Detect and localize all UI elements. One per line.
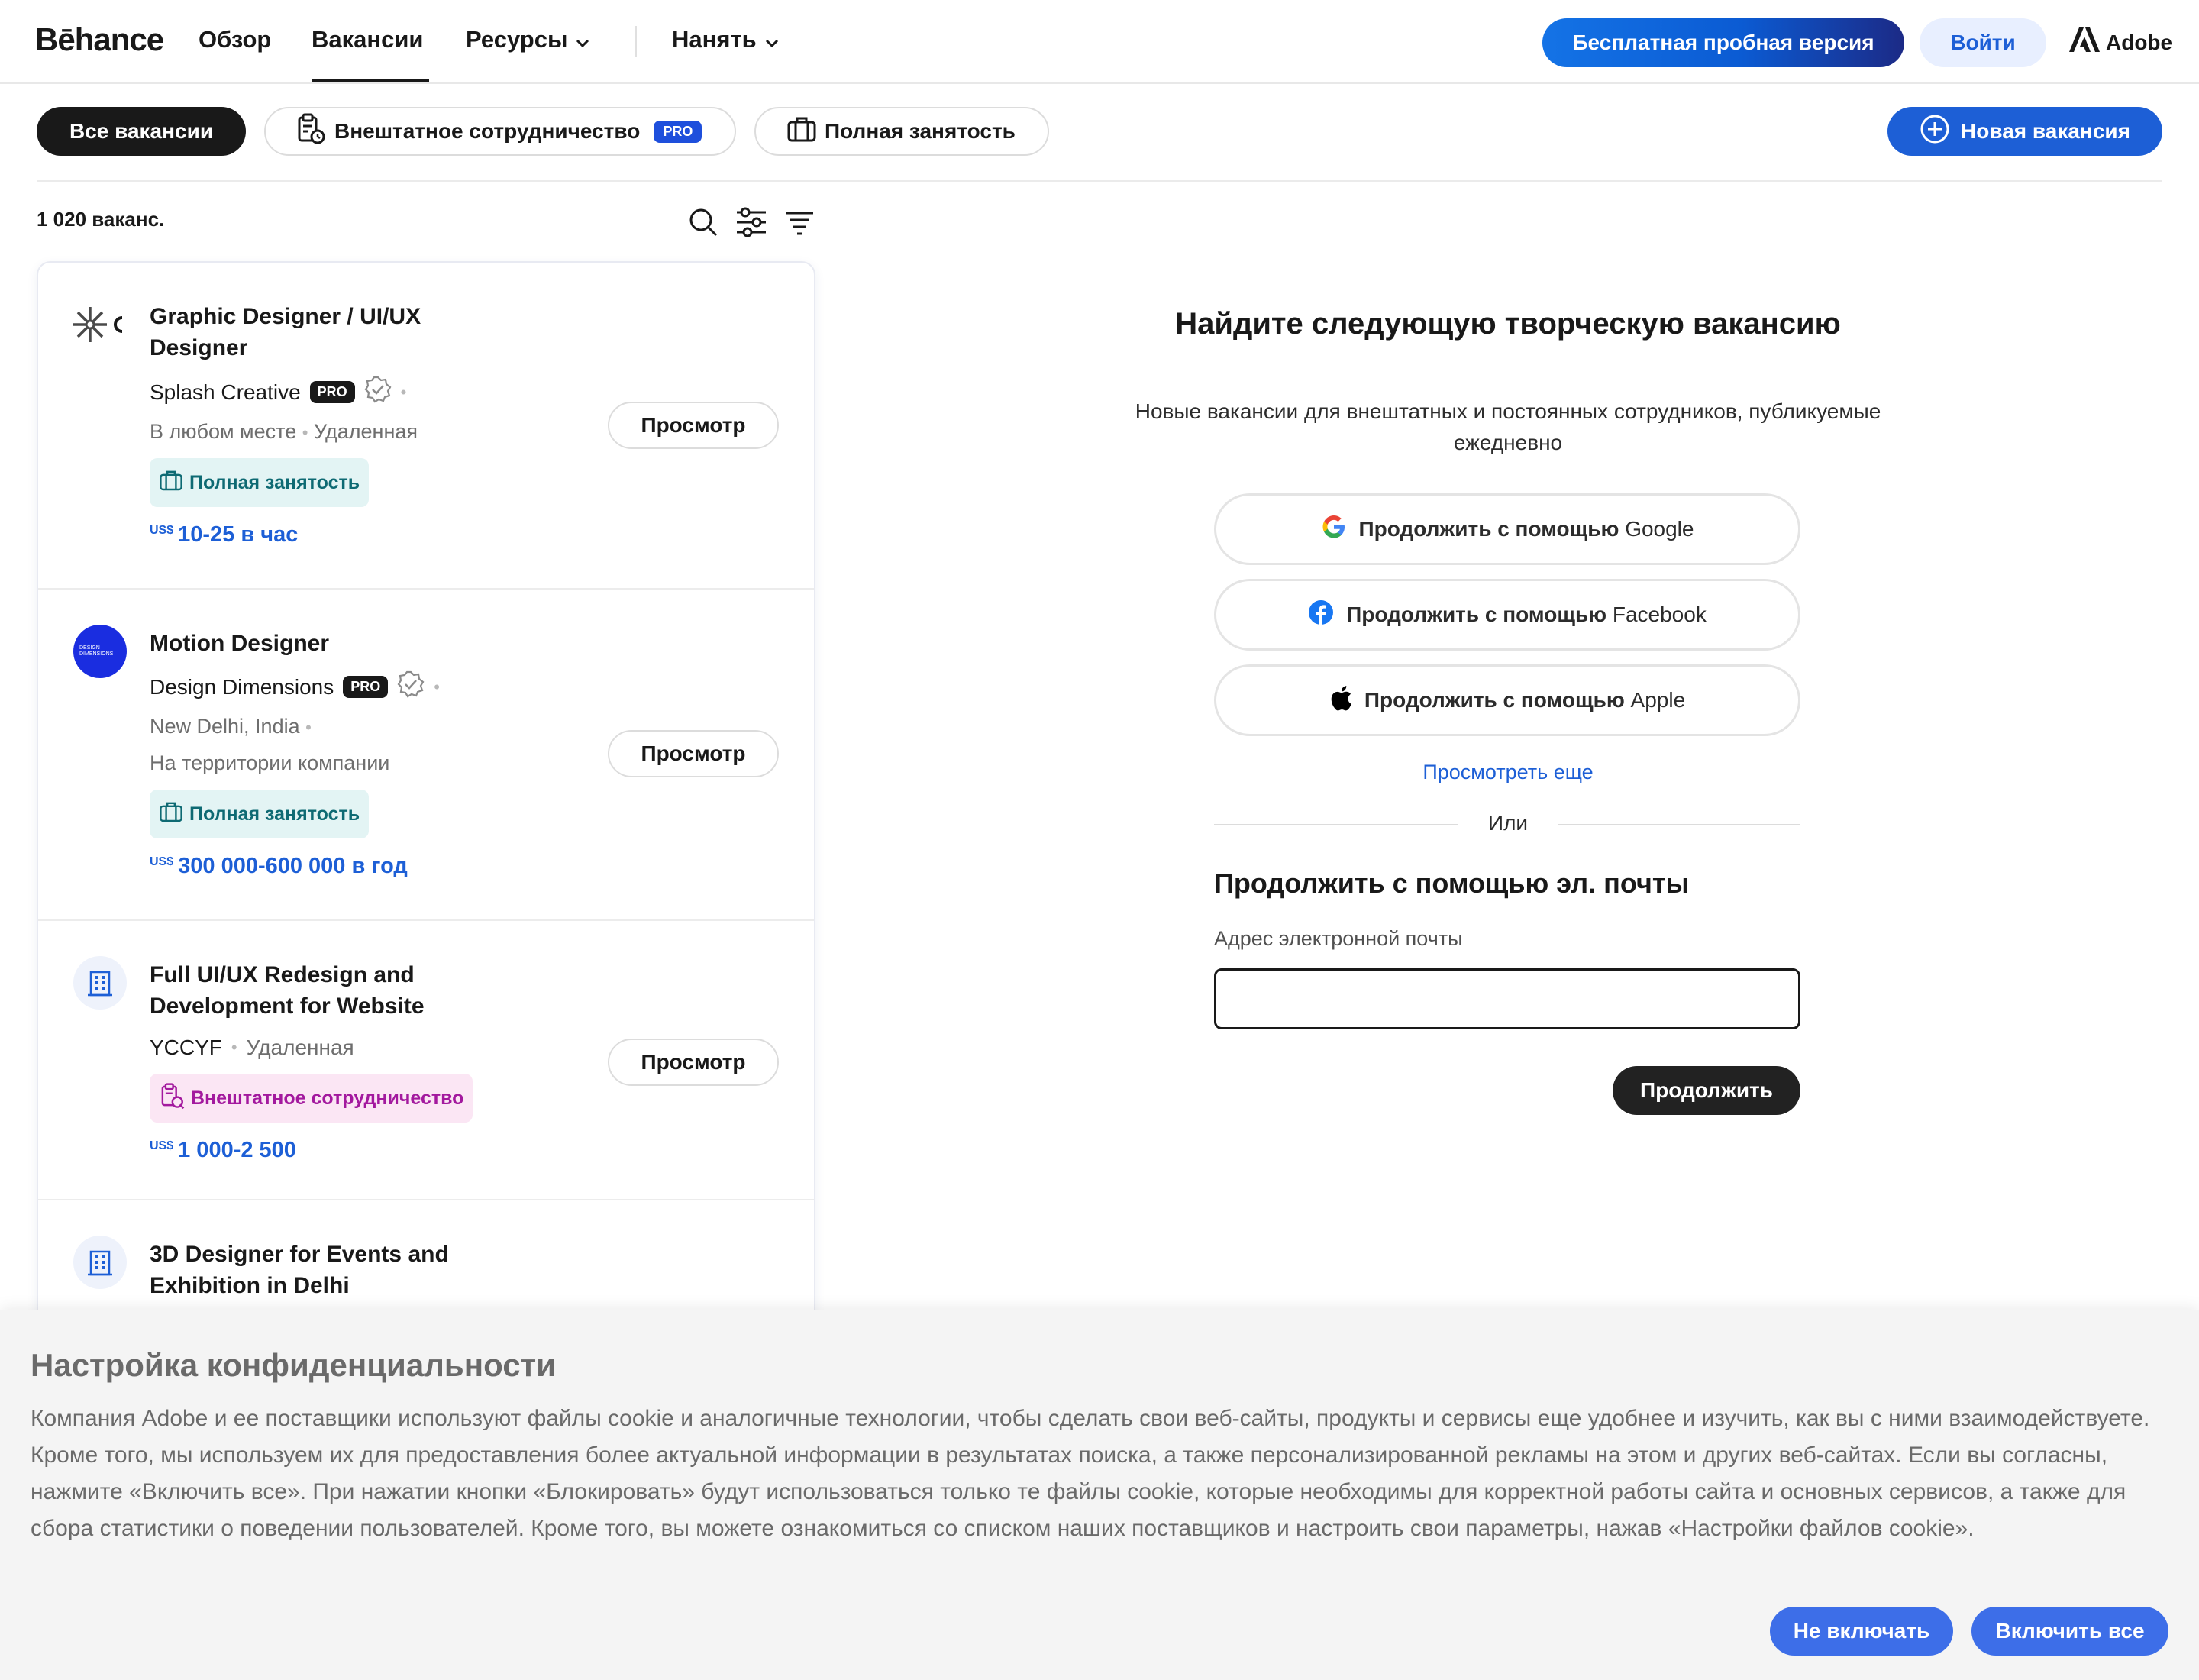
search-icon[interactable]: [687, 206, 719, 242]
sort-icon[interactable]: [783, 206, 815, 242]
pro-badge: PRO: [654, 121, 702, 143]
job-work-mode: Удаленная: [246, 1035, 354, 1059]
see-more-link[interactable]: Просмотреть еще: [1422, 761, 1594, 783]
company-name[interactable]: Splash Creative: [150, 380, 301, 404]
pro-badge: PRO: [343, 676, 388, 698]
facebook-icon: [1308, 599, 1334, 631]
pro-badge: PRO: [310, 381, 355, 403]
filter-fulltime[interactable]: [754, 107, 1049, 156]
job-company: [150, 670, 440, 703]
continue-google-button[interactable]: [1214, 493, 1800, 565]
briefcase-icon: [159, 800, 183, 829]
filter-all-jobs[interactable]: Все вакансии: [37, 107, 246, 156]
verified-badge-icon: [397, 670, 425, 703]
nav-active-indicator: [312, 79, 429, 82]
nav-divider: [635, 26, 637, 57]
briefcase-icon: [786, 115, 817, 148]
freelance-doc-icon: [295, 113, 327, 150]
building-icon: [73, 956, 127, 1010]
continue-google-label: Продолжить с помощью Google: [1358, 517, 1694, 541]
building-icon: [73, 1236, 127, 1289]
verified-badge-icon: [364, 376, 392, 409]
view-job-button[interactable]: Просмотр: [608, 402, 779, 449]
separator-dot: •: [231, 1038, 237, 1057]
decline-cookies-button[interactable]: Не включать: [1770, 1607, 1953, 1656]
job-location: New Delhi, India •: [150, 715, 312, 738]
email-section-title: Продолжить с помощью эл. почты: [1214, 867, 1690, 899]
chevron-down-icon: [575, 27, 590, 55]
jobs-count: 1 020 ваканс.: [37, 208, 165, 231]
separator-dot: •: [434, 677, 440, 696]
top-navigation: [0, 0, 2199, 84]
adobe-label: Adobe: [2106, 30, 2173, 54]
new-job-button[interactable]: [1887, 107, 2162, 156]
filter-freelance[interactable]: [264, 107, 736, 156]
job-card[interactable]: [38, 921, 814, 1200]
separator-dot: •: [400, 382, 407, 402]
company-name[interactable]: YCCYF: [150, 1035, 222, 1059]
signin-subtitle: Новые вакансии для внештатных и постоянных сотрудников, публикуемые ежедневно: [1135, 399, 1881, 454]
company-name[interactable]: Design Dimensions: [150, 674, 334, 699]
or-separator: Или: [1487, 811, 1529, 835]
email-field-label: Адрес электронной почты: [1214, 927, 1463, 950]
continue-apple-button[interactable]: [1214, 664, 1800, 736]
job-title[interactable]: Graphic Designer / UI/UX Designer: [150, 304, 421, 360]
plus-circle-icon: [1920, 114, 1950, 150]
filter-fulltime-label: Полная занятость: [825, 119, 1016, 143]
job-work-mode: На территории компании: [150, 751, 390, 774]
nav-item-hire[interactable]: Нанять: [672, 26, 780, 55]
divider-right: [1558, 824, 1800, 825]
job-card[interactable]: [38, 590, 814, 921]
view-job-button[interactable]: Просмотр: [608, 730, 779, 777]
job-type-tag: Полная занятость: [150, 458, 369, 507]
accept-all-cookies-button[interactable]: Включить все: [1971, 1607, 2168, 1656]
job-salary: US$ 300 000-600 000 в год: [150, 854, 408, 878]
apple-icon: [1329, 684, 1352, 717]
job-company: [150, 1035, 354, 1060]
divider-left: [1214, 824, 1458, 825]
divider: [37, 180, 2162, 182]
company-logo-splash: [73, 299, 127, 353]
nav-item-explore[interactable]: Обзор: [199, 26, 272, 53]
briefcase-icon: [159, 469, 183, 497]
nav-item-jobs[interactable]: Вакансии: [312, 26, 424, 53]
signin-title: Найдите следующую творческую вакансию: [1175, 307, 1841, 341]
adobe-logo-icon: [2069, 27, 2100, 57]
cookie-consent-banner: [0, 1310, 2199, 1680]
job-title[interactable]: Motion Designer: [150, 631, 330, 656]
cookie-text: Компания Adobe и ее поставщики используют файлы cookie и аналогичные технологии, чтобы сделать свои веб-сайты, продукты и сервисы еще удобнее и изучить, как вы с ними взаимодействуете. Кроме того, мы используем их для предоставления более актуальной информации в результатах поиска, а также персонализированной рекламы на этом и других веб-сайтах. Если вы согласны, нажмите «Включить все». При нажатии кнопки «Блокировать» будут использоваться только те файлы cookie, которые необходимы для корректной работы сайта и основных сервисов, а также для сбора статистики о поведении пользователей. Кроме того, вы можете ознакомиться со списком наших поставщиков и настроить свои параметры, нажав «Настройки файлов cookie».: [31, 1406, 2150, 1541]
behance-logo[interactable]: Bēhance: [35, 21, 164, 57]
job-company: [150, 376, 406, 409]
job-type-tag: Полная занятость: [150, 790, 369, 838]
job-salary: US$ 10-25 в час: [150, 522, 299, 547]
login-button[interactable]: Войти: [1920, 18, 2046, 67]
new-job-label: Новая вакансия: [1961, 119, 2130, 143]
free-trial-button[interactable]: Бесплатная пробная версия: [1542, 18, 1904, 67]
chevron-down-icon: [764, 27, 780, 55]
continue-button[interactable]: Продолжить: [1613, 1066, 1800, 1115]
continue-apple-label: Продолжить с помощью Apple: [1364, 688, 1686, 712]
job-card[interactable]: [38, 263, 814, 590]
job-title[interactable]: 3D Designer for Events and Exhibition in Delhi: [150, 1242, 449, 1298]
filter-freelance-label: Внештатное сотрудничество: [334, 119, 641, 143]
filters-sliders-icon[interactable]: [735, 206, 768, 242]
continue-facebook-label: Продолжить с помощью Facebook: [1346, 603, 1707, 626]
adobe-link[interactable]: [2069, 27, 2172, 57]
nav-item-resources[interactable]: Ресурсы: [466, 26, 590, 55]
jobs-list: [37, 261, 815, 1330]
job-type-tag: Внештатное сотрудничество: [150, 1074, 473, 1123]
cookie-title: Настройка конфиденциальности: [31, 1347, 556, 1383]
freelance-doc-icon: [159, 1083, 185, 1114]
email-field[interactable]: [1214, 968, 1800, 1029]
job-salary: US$ 1 000-2 500: [150, 1138, 296, 1162]
continue-facebook-button[interactable]: [1214, 579, 1800, 651]
company-logo-design-dimensions: DESIGN DIMENSIONS: [73, 625, 127, 678]
google-icon: [1321, 514, 1347, 545]
job-location: В любом месте • Удаленная: [150, 420, 418, 443]
view-job-button[interactable]: Просмотр: [608, 1039, 779, 1086]
job-title[interactable]: Full UI/UX Redesign and Development for Website: [150, 962, 425, 1019]
